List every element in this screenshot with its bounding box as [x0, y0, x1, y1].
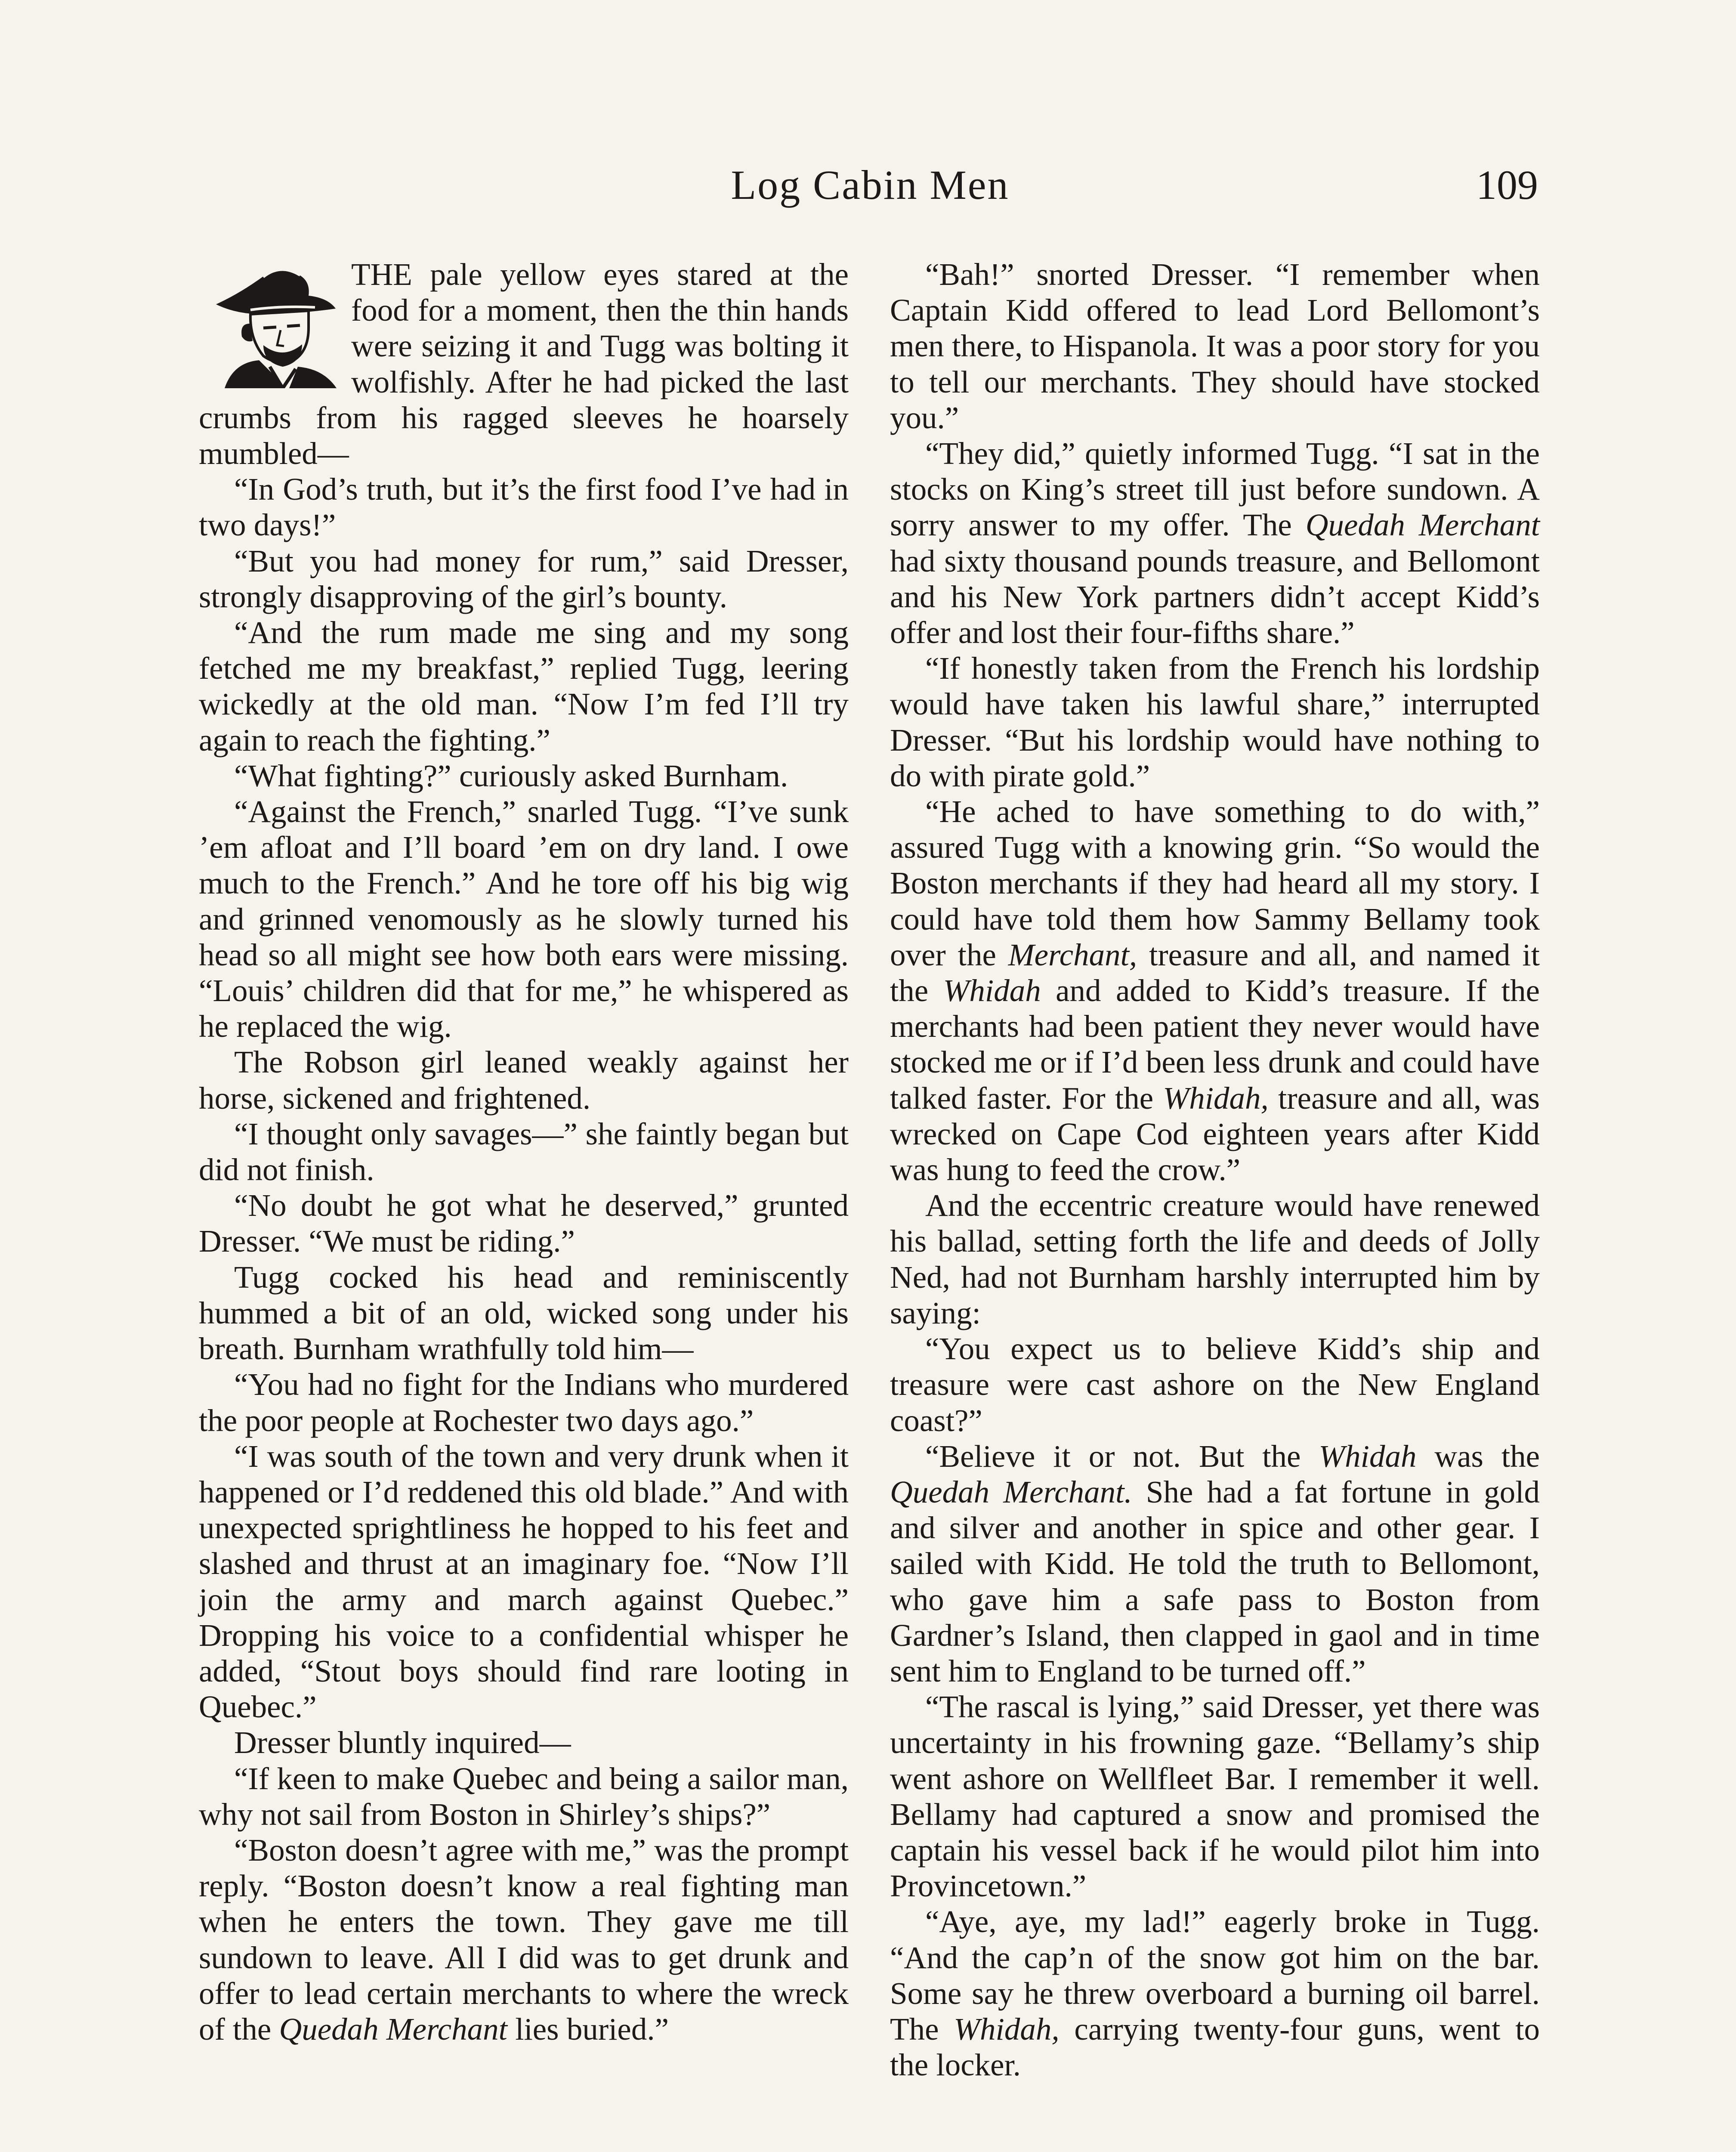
paragraph: [199, 1116, 849, 1187]
paragraph: [890, 1689, 1540, 1904]
text-run: “Against the French,” snarled Tugg. “I’ve sunk ’em afloat and I’ll board ’em on dry land. I owe much to the French.” And he tore off his big wig and grinned venomously as he slowly turned his head so all might see how both ears were missing. “Louis’ children did that for me,” he whispered as he replaced the wig.: [199, 794, 849, 1044]
text-run: “If keen to make Quebec and being a sailor man, why not sail from Boston in Shirley’s ships?”: [199, 1761, 849, 1832]
italic-text: Whidah,: [1163, 1080, 1269, 1116]
text-run: “In God’s truth, but it’s the first food I’ve had in two days!”: [199, 472, 849, 543]
cowboy-portrait-icon: [199, 259, 341, 388]
text-run: THE pale yellow eyes stared at the food for a moment, then the thin hands were seizing it and Tugg was bolting it wolfishly. After he had picked the last crumbs from his ragged sleeves he hoarsely mumbled—: [199, 257, 849, 471]
text-run: And the eccentric creature would have renewed his ballad, setting forth the life and deeds of Jolly Ned, had not Burnham harshly interrupted him by saying:: [890, 1188, 1540, 1330]
paragraph: [199, 1832, 849, 2047]
paragraph: [199, 1367, 849, 1438]
text-run: Tugg cocked his head and reminiscently hummed a bit of an old, wicked song under his breath. Burnham wrathfully told him—: [199, 1259, 849, 1367]
paragraph: [890, 794, 1540, 1187]
text-run: “Believe it or not. But the: [925, 1438, 1319, 1474]
paragraph: [199, 1044, 849, 1116]
text-run: “He ached to have something to do with,” assured Tugg with a knowing grin. “So would the Boston merchants if they had heard all my story. I could have told them how Sammy Bellamy took over the: [890, 794, 1540, 972]
text-run: “No doubt he got what he deserved,” grunted Dresser. “We must be riding.”: [199, 1188, 849, 1259]
text-run: and added to Kidd’s treasure. If the merchants had been patient they never would have stocked me or if I’d been less drunk and could have talked faster. For the: [890, 973, 1540, 1116]
paragraph: [199, 758, 849, 794]
italic-text: Whidah: [1319, 1438, 1417, 1474]
page-number: 109: [1476, 162, 1538, 208]
paragraph: [890, 1331, 1540, 1438]
right-column-paragraphs: [890, 257, 1540, 2083]
paragraph: [199, 794, 849, 1044]
text-run: The Robson girl leaned weakly against her horse, sickened and frightened.: [199, 1045, 849, 1116]
running-head: [202, 157, 1538, 213]
paragraph: [890, 1438, 1540, 1689]
italic-text: Whidah: [943, 973, 1041, 1008]
text-run: “But you had money for rum,” said Dresser, strongly disapproving of the girl’s bounty.: [199, 543, 849, 614]
paragraph: [199, 1438, 849, 1725]
text-run: “Boston doesn’t agree with me,” was the prompt reply. “Boston doesn’t know a real fighting man when he enters the town. They gave me till sundown to leave. All I did was to get drunk and offer to lead certain merchants to where the wreck of the: [199, 1832, 849, 2047]
paragraph: [199, 615, 849, 758]
text-run: lies buried.”: [507, 2011, 669, 2047]
paragraph: [199, 1761, 849, 1832]
paragraph: [199, 1259, 849, 1367]
text-run: She had a fat fortune in gold and silver and another in spice and other gear. I sailed with Kidd. He told the truth to Bellomont, who gave him a safe pass to Boston from Gardner’s Island, then clapped in gaol and in time sent him to England to be turned off.”: [890, 1474, 1540, 1688]
paragraph: [890, 1187, 1540, 1331]
text-run: Dresser bluntly inquired—: [234, 1725, 571, 1760]
italic-text: Quedah Merchant: [279, 2011, 507, 2047]
paragraph: [890, 650, 1540, 794]
text-run: “They did,” quietly informed Tugg. “I sat in the stocks on King’s street till just before sundown. A sorry answer to my offer. The: [890, 436, 1540, 543]
text-run: “If honestly taken from the French his lordship would have taken his lawful share,” interrupted Dresser. “But his lordship would have nothing to do with pirate gold.”: [890, 651, 1540, 793]
italic-text: Merchant,: [1008, 937, 1137, 972]
text-run: “I was south of the town and very drunk when it happened or I’d reddened this old blade.” And with unexpected sprightliness he hopped to his feet and slashed and thrust at an imaginary foe. “Now I’ll join the army and march against Quebec.” Dropping his voice to a confidential whisper he added, “Stout boys should find rare looting in Quebec.”: [199, 1438, 849, 1725]
text-run: “What fighting?” curiously asked Burnham.: [234, 758, 788, 793]
text-run: treasure and all, and named it the: [890, 937, 1540, 1008]
italic-text: Quedah Merchant: [1305, 507, 1540, 543]
text-run: “I thought only savages—” she faintly began but did not finish.: [199, 1116, 849, 1187]
text-run: treasure and all, was wrecked on Cape Cod eighteen years after Kidd was hung to feed the crow.”: [890, 1080, 1540, 1187]
text-run: “Aye, aye, my lad!” eagerly broke in Tugg. “And the cap’n of the snow got him on the bar. Some say he threw overboard a burning oil barrel. The: [890, 1904, 1540, 2047]
paragraph: [890, 1904, 1540, 2083]
text-run: “And the rum made me sing and my song fetched me my breakfast,” replied Tugg, leering wickedly at the old man. “Now I’m fed I’ll try again to reach the fighting.”: [199, 615, 849, 758]
paragraph: [199, 543, 849, 615]
text-run: was the: [1416, 1438, 1540, 1474]
left-text-column: [199, 257, 849, 2047]
text-run: “The rascal is lying,” said Dresser, yet there was uncertainty in his frowning gaze. “Bellamy’s ship went ashore on Wellfleet Bar. I remember it well. Bellamy had captured a snow and promised the captain his vessel back if he would pilot him into Provincetown.”: [890, 1689, 1540, 1904]
paragraph: [199, 471, 849, 543]
paragraph: [199, 1725, 849, 1760]
text-run: carrying twenty-four guns, went to the locker.: [890, 2011, 1540, 2083]
right-text-column: [890, 257, 1540, 2083]
paragraph: [199, 1187, 849, 1259]
text-run: “You expect us to believe Kidd’s ship and treasure were cast ashore on the New England coast?”: [890, 1331, 1540, 1438]
running-title: Log Cabin Men: [731, 162, 1010, 208]
italic-text: Whidah,: [954, 2011, 1060, 2047]
left-column-paragraphs: [199, 257, 849, 2047]
paragraph: [890, 436, 1540, 650]
text-run: had sixty thousand pounds treasure, and Bellomont and his New York partners didn’t accept Kidd’s offer and lost their four-fifths share.”: [890, 543, 1540, 650]
text-run: “You had no fight for the Indians who murdered the poor people at Rochester two days ago.”: [199, 1367, 849, 1438]
italic-text: Quedah Merchant.: [890, 1474, 1132, 1509]
paragraph: [890, 257, 1540, 436]
text-run: “Bah!” snorted Dresser. “I remember when Captain Kidd offered to lead Lord Bellomont’s men there, to Hispanola. It was a poor story for you to tell our merchants. They should have stocked you.”: [890, 257, 1540, 435]
